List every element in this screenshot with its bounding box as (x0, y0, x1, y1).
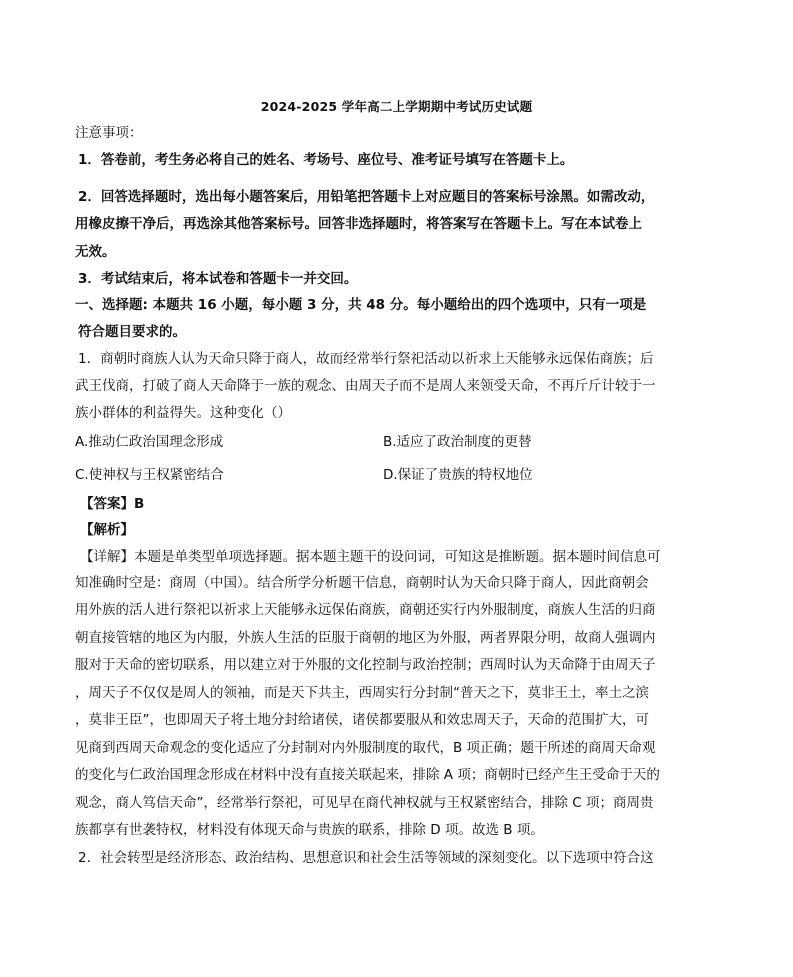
q1-detail-line-5: 服对于天命的密切联系，用以建立对于外服的文化控制与政治控制；西周时认为天命降于由周天子 (75, 657, 656, 673)
q1-detail-line-7: ，莫非王臣”，也即周天子将土地分封给诸侯，诸侯都要服从和效忠周天子，天命的范围扩大，可 (75, 712, 649, 728)
q1-detail-line-9: 的变化与仁政治国理念形成在材料中没有直接关联起来，排除 A 项；商朝时已经产生王受命于天的 (75, 767, 660, 783)
exam-title: 2024-2025 学年高二上学期期中考试历史试题 (260, 99, 533, 114)
q1-detail-line-4: 朝直接管辖的地区为内服，外族人生活的臣服于商朝的地区为外服，两者界限分明，故商人强调内 (75, 630, 656, 646)
q1-stem-line-3: 族小群体的利益得失。这种变化（） (75, 405, 291, 421)
q1-stem-line-2: 武王伐商，打破了商人天命降于一族的观念、由周天子而不是周人来领受天命，不再斤斤计较于一 (75, 378, 656, 394)
q1-stem-line-1: 1．商朝时商族人认为天命只降于商人，故而经常举行祭祀活动以祈求上天能够永远保佑商族；后 (78, 351, 654, 367)
q1-detail-line-3: 用外族的活人进行祭祀以祈求上天能够永远保佑商族，商朝还实行内外服制度，商族人生活的归商 (75, 602, 656, 618)
notice-item-2-end: 无效。 (75, 244, 116, 260)
q1-detail-line-10: 观念，商人笃信天命”，经常举行祭祀，可见早在商代神权就与王权紧密结合，排除 C 项；商周贵 (75, 795, 654, 811)
q1-option-a: A.推动仁政治国理念形成 (75, 434, 224, 450)
notice-item-1: 1．答卷前，考生务必将自己的姓名、考场号、座位号、准考证号填写在答题卡上。 (78, 152, 574, 168)
notice-item-2-cont: 用橡皮擦干净后，再选涂其他答案标号。回答非选择题时，将答案写在答题卡上。写在本试卷上 (75, 216, 642, 232)
q1-detail-line-11: 族都享有世袭特权，材料没有体现天命与贵族的联系，排除 D 项。故选 B 项。 (75, 822, 544, 838)
q2-stem-line-1: 2．社会转型是经济形态、政治结构、思想意识和社会生活等领域的深刻变化。以下选项中符合这 (78, 850, 654, 866)
q1-detail-line-6: ，周天子不仅仅是周人的领袖，而是天下共主，西周实行分封制“普天之下，莫非王土，率土之滨 (75, 685, 649, 701)
section-heading-cont: 符合题目要求的。 (78, 324, 186, 340)
q1-detail-line-8: 见商到西周天命观念的变化适应了分封制对内外服制度的取代，B 项正确；题干所述的商周天命观 (75, 740, 656, 756)
notice-item-3: 3．考试结束后，将本试卷和答题卡一并交回。 (78, 271, 358, 287)
notice-item-2: 2．回答选择题时，选出每小题答案后，用铅笔把答题卡上对应题目的答案标号涂黑。如需改动， (78, 189, 655, 205)
q1-detail-line-1: 【详解】本题是单类型单项选择题。据本题主题干的设问词，可知这是推断题。据本题时间信息可 (80, 549, 661, 565)
q1-option-b: B.适应了政治制度的更替 (383, 434, 532, 450)
section-heading: 一、选择题: 本题共 16 小题，每小题 3 分，共 48 分。每小题给出的四个选项中，只有一项是 (75, 297, 647, 313)
notice-heading: 注意事项： (75, 125, 143, 141)
q1-detail-line-2: 知准确时空是：商周（中国）。结合所学分析题干信息，商朝时认为天命只降于商人，因此商朝会 (75, 575, 649, 591)
q1-option-c: C.使神权与王权紧密结合 (75, 467, 224, 483)
q1-option-d: D.保证了贵族的特权地位 (383, 467, 533, 483)
q1-analysis-label: 【解析】 (80, 522, 134, 538)
q1-answer: 【答案】B (80, 496, 145, 512)
